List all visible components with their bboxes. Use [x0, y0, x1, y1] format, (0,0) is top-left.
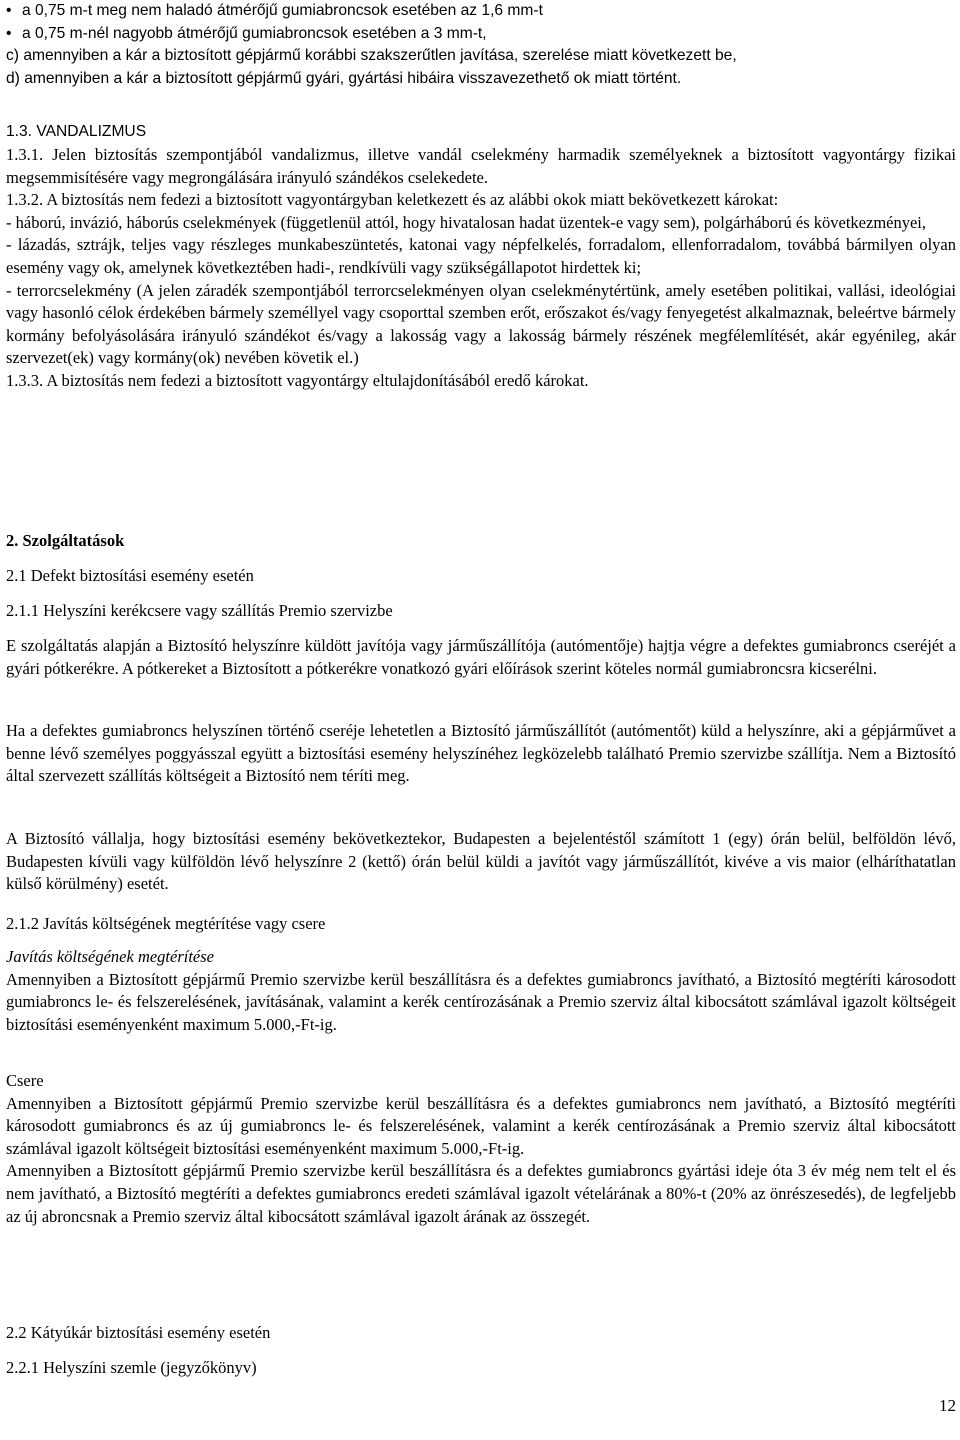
replacement-section: [6, 1070, 956, 1228]
paragraph-replacement-2: Amennyiben a Biztosított gépjármű Premio szervizbe kerül beszállításra és a defektes gumiabroncs gyártási ideje óta 3 év még nem telt el és nem javítható, a Biztosító megtéríti a defektes gumiabroncs eredeti számlával igazolt vételárának a 80%-t (20% az önrészesedés), de legfeljebb az új abroncsnak a Premio szerviz által kibocsátott számlával igazolt árának az összegét.: [6, 1161, 956, 1226]
paragraph-1-3-3: 1.3.3. A biztosítás nem fedezi a biztosított vagyontárgy eltulajdonításából eredő károkat.: [6, 370, 589, 390]
paragraph-service: E szolgáltatás alapján a Biztosító helyszínre küldött javítója vagy járműszállítója (autómentője) hajtja végre a defektes gumiabroncs cseréjét a gyári pótkerékre. A pótkereket a Biztosított a pótkerékre vonatkozó gyári előírások szerint köteles normál gumiabroncsra kicserélni.: [6, 636, 956, 678]
list-item: • a 0,75 m-t meg nem haladó átmérőjű gumiabroncsok esetében az 1,6 mm-t: [6, 0, 956, 23]
exclusion-war: - háború, invázió, háborús cselekmények (függetlenül attól, hogy hivatalosan hadat üzentek-e vagy sem), polgárháború és következményei,: [6, 212, 927, 232]
replacement-heading: Csere: [6, 1071, 44, 1090]
criteria-list: [6, 0, 956, 90]
paragraph-replacement-1: Amennyiben a Biztosított gépjármű Premio szervizbe kerül beszállításra és a defektes gumiabroncs nem javítható, a Biztosító megtéríti károsodott gumiabroncs és az új gumiabroncs le- és felszerelésének, valamint a kerék centírozásának a Premio szerviz által kibocsátott számlával igazolt költségeit biztosítási eseményenként maximum 5.000,-Ft-ig.: [6, 1093, 956, 1158]
exclusion-item-c: c) amennyiben a kár a biztosított gépjármű korábbi szakszerűtlen javítása, szerelése miatt következett be,: [6, 47, 737, 65]
bullet-icon: •: [6, 2, 12, 19]
paragraph-1-3-2: 1.3.2. A biztosítás nem fedezi a biztosított vagyontárgyban keletkezett és az alábbi okok miatt bekövetkezett károkat:: [6, 190, 779, 210]
subsection-heading-2-1-1: 2.1.1 Helyszíni kerékcsere vagy szállítás Premio szervizbe: [6, 601, 393, 620]
repair-cost-section: [6, 946, 956, 1036]
page-number: 12: [939, 1396, 956, 1415]
subsection-heading-2-2-1: 2.2.1 Helyszíni szemle (jegyzőkönyv): [6, 1358, 257, 1377]
section-heading-szolgaltatasok: 2. Szolgáltatások: [6, 531, 125, 550]
repair-cost-heading: Javítás költségének megtérítése: [6, 947, 214, 966]
document-page: [6, 0, 956, 1440]
bullet-icon: •: [6, 24, 12, 42]
exclusion-item-d: d) amennyiben a kár a biztosított gépjármű gyári, gyártási hibáira visszavezethető ok miatt történt.: [6, 69, 682, 87]
exclusion-terror: - terrorcselekmény (A jelen záradék szempontjából terrorcselekményen olyan cselekménytértünk, amely esetében politikai, vallási, ideológiai vagy hasonló célok érdekében bármely személlyel vagy csoporttal szemben erőt, erőszakot és/vagy fenyegetést alkalmaznak, beleértve bármely kormány befolyásolására irányuló szándékot és/vagy a lakosság vagy a lakosság bármely részének megfélemlítését, akár egyénileg, akár szervezet(ek) vagy kormány(ok) nevében követik el.): [6, 280, 956, 368]
subsection-heading-2-2: 2.2 Kátyúkár biztosítási esemény esetén: [6, 1323, 271, 1342]
section-heading-vandalizmus: 1.3. VANDALIZMUS: [6, 123, 147, 140]
paragraph-transport: Ha a defektes gumiabroncs helyszínen történő cseréje lehetetlen a Biztosító járműszállítót (autómentőt) küld a helyszínre, aki a gépjárművet a benne lévő személyes poggyásszal együtt a biztosítási esemény helyszínéhez legközelebb található Premio szervizbe szállítja. Nem a Biztosító által szervezett szállítás költségeit a Biztosító nem téríti meg.: [6, 721, 956, 786]
subsection-heading-2-1: 2.1 Defekt biztosítási esemény esetén: [6, 566, 254, 585]
paragraph-repair-cost: Amennyiben a Biztosított gépjármű Premio szervizbe kerül beszállításra és a defektes gumiabroncs javítható, a Biztosító megtéríti károsodott gumiabroncs le- és felszerelésének, javításának, valamint a kerék centírozásának a Premio szerviz által kibocsátott számlával igazolt költségeit biztosítási eseményenként maximum 5.000,-Ft-ig.: [6, 969, 956, 1034]
list-item: • a 0,75 m-nél nagyobb átmérőjű gumiabroncsok esetében a 3 mm-t,: [6, 23, 956, 46]
paragraph-1-3-1: 1.3.1. Jelen biztosítás szempontjából vandalizmus, illetve vandál cselekmény harmadik személyeknek a biztosított vagyontárgy fizikai megsemmisítésére vagy megrongálására irányuló szándékos cselekedete.: [6, 145, 956, 187]
subsection-heading-2-1-2: 2.1.2 Javítás költségének megtérítése vagy csere: [6, 914, 326, 933]
exclusion-riot: - lázadás, sztrájk, teljes vagy részleges munkabeszüntetés, katonai vagy népfelkelés, forradalom, ellenforradalom, továbbá bármilyen olyan esemény vagy ok, amelynek következtében hadi-, rendkívüli vagy szükségállapotot hirdettek ki;: [6, 235, 956, 277]
definition-section: [6, 144, 956, 393]
paragraph-response-time: A Biztosító vállalja, hogy biztosítási esemény bekövetkeztekor, Budapesten a bejelentéstől számított 1 (egy) órán belül, belföldön lévő, Budapesten kívüli vagy külföldön lévő helyszínre 2 (kettő) órán belül küldi a javítót vagy járműszállítót, kivéve a vis maior (elháríthatatlan külső körülmény) esetét.: [6, 829, 956, 894]
